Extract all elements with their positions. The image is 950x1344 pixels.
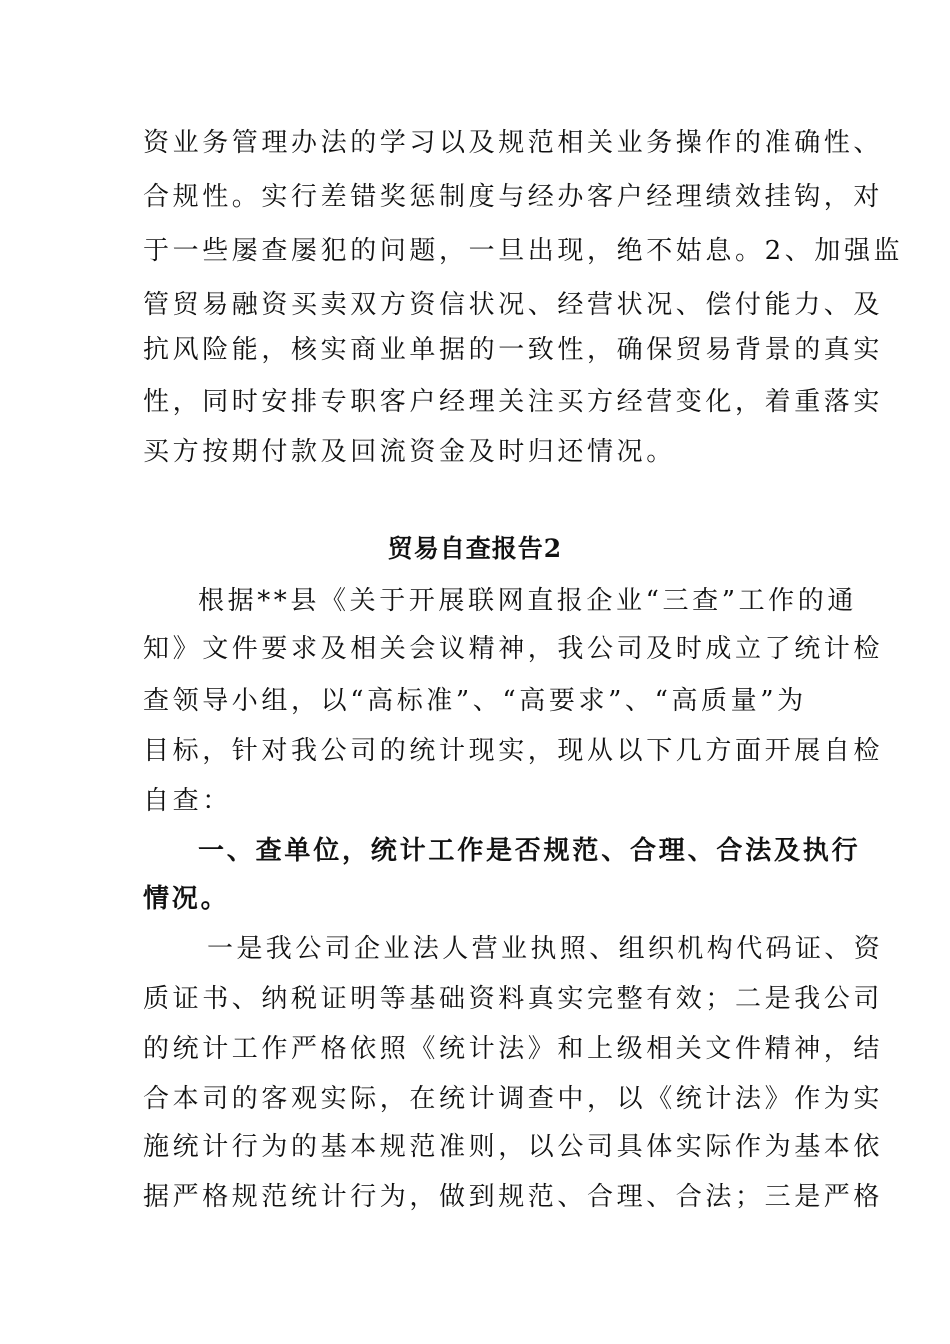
paragraph-line: 性，同时安排专职客户经理关注买方经营变化，着重落实: [143, 387, 884, 417]
paragraph-line: 根据**县《关于开展联网直报企业“三查”工作的通: [198, 586, 857, 616]
paragraph-line: 施统计行为的基本规范准则，以公司具体实际作为基本依: [143, 1132, 884, 1162]
paragraph-line: 合规性。实行差错奖惩制度与经办客户经理绩效挂钩，对: [143, 182, 884, 212]
paragraph-line: 一是我公司企业法人营业执照、组织机构代码证、资: [207, 934, 884, 964]
paragraph-line: 合本司的客观实际，在统计调查中，以《统计法》作为实: [143, 1084, 884, 1114]
section-title: 贸易自查报告2: [387, 534, 563, 563]
section-heading-line: 情况。: [143, 884, 230, 914]
paragraph-line: 管贸易融资买卖双方资信状况、经营状况、偿付能力、及: [143, 290, 884, 320]
section-heading-line: 一、查单位，统计工作是否规范、合理、合法及执行: [198, 836, 861, 866]
paragraph-line: 目标，针对我公司的统计现实，现从以下几方面开展自检: [143, 736, 884, 766]
paragraph-line: 自查：: [143, 786, 232, 816]
paragraph-line: 的统计工作严格依照《统计法》和上级相关文件精神，结: [143, 1034, 884, 1064]
paragraph-line: 抗风险能，核实商业单据的一致性，确保贸易背景的真实: [143, 335, 884, 365]
paragraph-line: 资业务管理办法的学习以及规范相关业务操作的准确性、: [143, 128, 884, 158]
paragraph-line: 买方按期付款及回流资金及时归还情况。: [143, 437, 676, 467]
paragraph-line: 质证书、纳税证明等基础资料真实完整有效；二是我公司: [143, 984, 884, 1014]
paragraph-line: 知》文件要求及相关会议精神，我公司及时成立了统计检: [143, 634, 884, 664]
paragraph-line: 查领导小组，以“高标准”、“高要求”、“高质量”为: [143, 686, 807, 716]
paragraph-line: 于一些屡查屡犯的问题，一旦出现，绝不姑息。2、加强监: [143, 236, 904, 266]
paragraph-line: 据严格规范统计行为，做到规范、合理、合法；三是严格: [143, 1182, 884, 1212]
